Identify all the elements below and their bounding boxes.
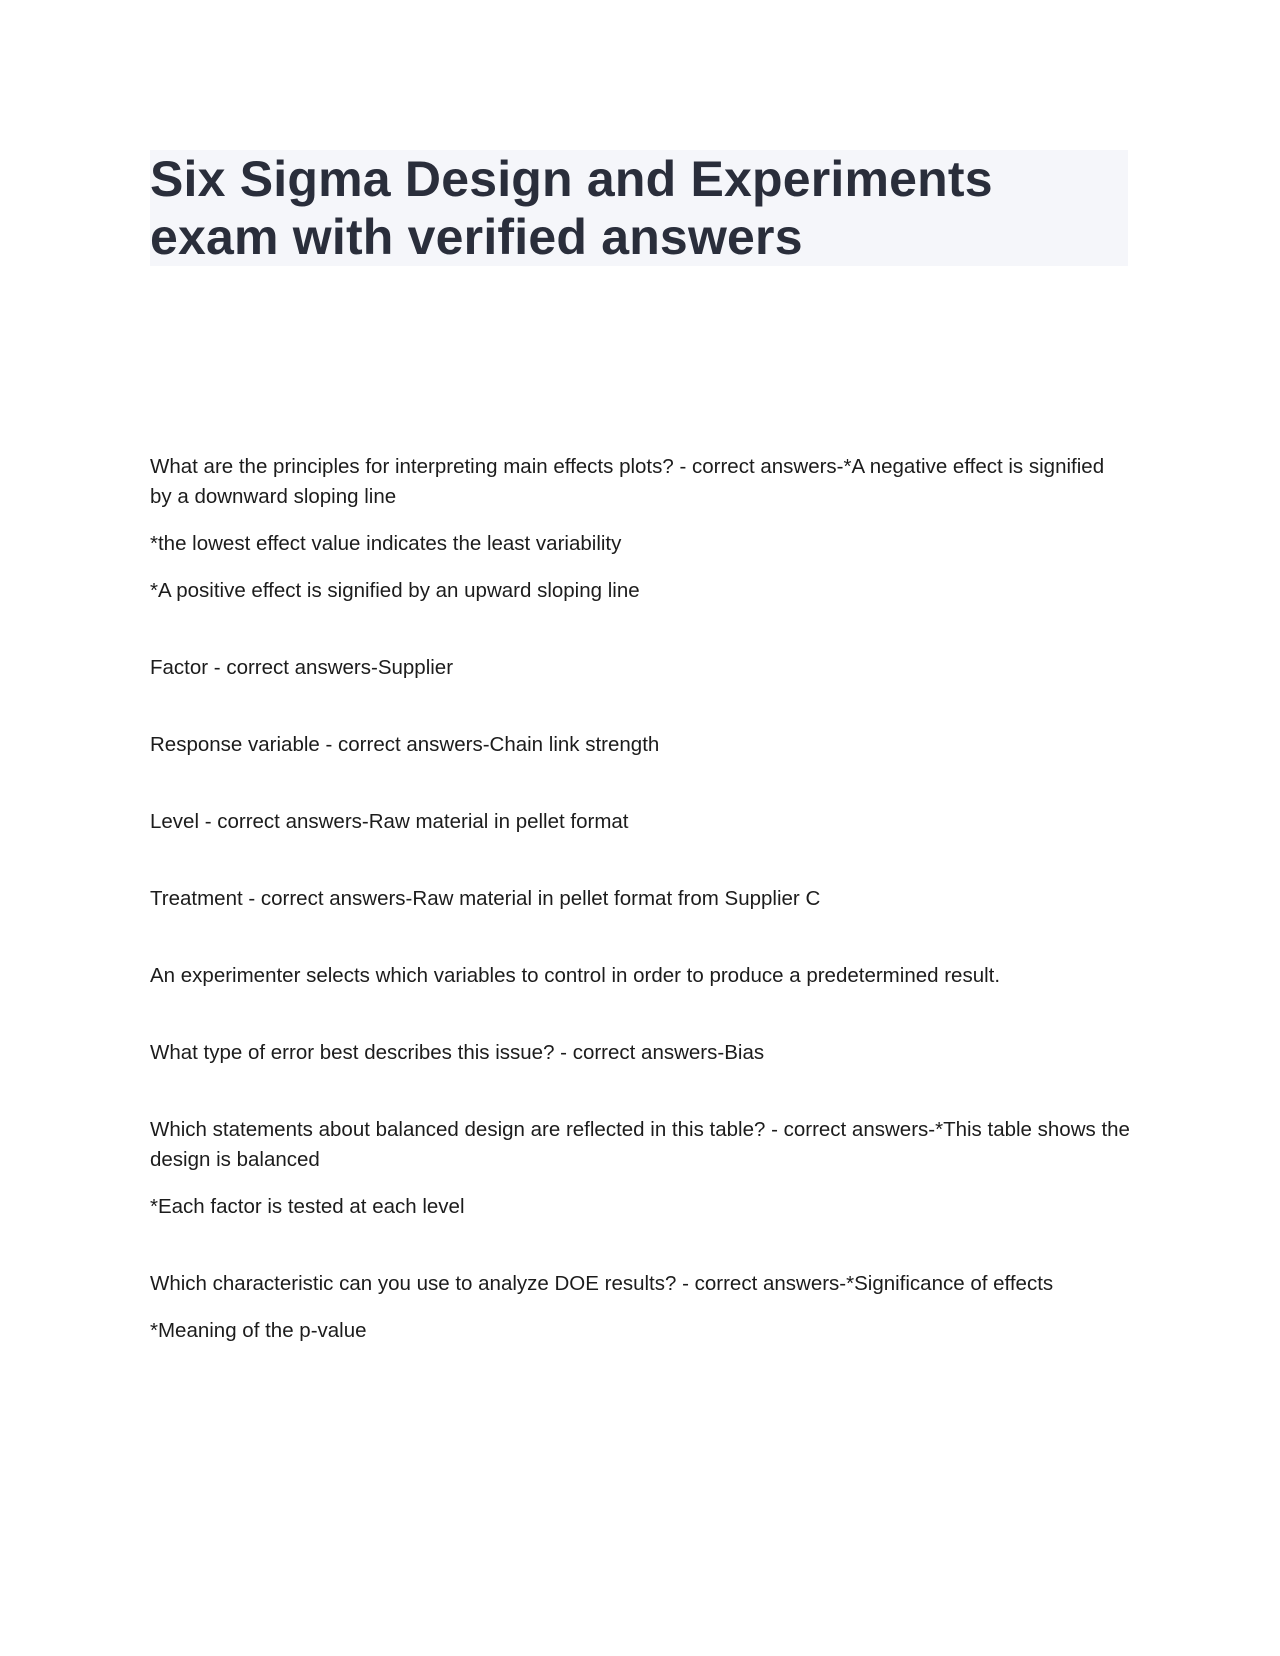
qa-item-response-variable — [150, 730, 1130, 760]
qa-paragraph: An experimenter selects which variables to control in order to produce a predetermined result. — [150, 964, 1001, 987]
qa-paragraph: Factor - correct answers-Supplier — [150, 656, 454, 679]
qa-paragraph: Level - correct answers-Raw material in pellet format — [150, 810, 629, 833]
title-block — [150, 150, 1128, 266]
qa-item-main-effects — [150, 452, 1130, 606]
qa-item-level — [150, 807, 1130, 837]
qa-paragraph: *Each factor is tested at each level — [150, 1195, 465, 1218]
qa-paragraph: Which statements about balanced design are reflected in this table? - correct answers-*This table shows the design is balanced — [150, 1118, 1130, 1171]
qa-paragraph: What are the principles for interpreting main effects plots? - correct answers-*A negative effect is signified by a downward sloping line — [150, 455, 1105, 508]
qa-item-error-type — [150, 1038, 1130, 1068]
qa-item-doe-results — [150, 1269, 1130, 1346]
qa-item-factor — [150, 653, 1130, 683]
qa-paragraph: Treatment - correct answers-Raw material in pellet format from Supplier C — [150, 887, 821, 910]
qa-paragraph: *Meaning of the p-value — [150, 1319, 367, 1342]
qa-item-treatment — [150, 884, 1130, 914]
qa-paragraph: What type of error best describes this issue? - correct answers-Bias — [150, 1041, 765, 1064]
qa-paragraph: *the lowest effect value indicates the least variability — [150, 532, 622, 555]
document-body — [150, 452, 1130, 1363]
qa-item-balanced-design — [150, 1115, 1130, 1222]
document-title-line-1: Six Sigma Design and Experiments — [150, 151, 993, 207]
qa-paragraph: Response variable - correct answers-Chain link strength — [150, 733, 660, 756]
qa-paragraph: *A positive effect is signified by an upward sloping line — [150, 579, 640, 602]
qa-paragraph: Which characteristic can you use to analyze DOE results? - correct answers-*Significance of effects — [150, 1272, 1054, 1295]
document-title — [150, 150, 1128, 266]
document-title-line-2: exam with verified answers — [150, 209, 803, 265]
qa-item-experimenter — [150, 961, 1130, 991]
